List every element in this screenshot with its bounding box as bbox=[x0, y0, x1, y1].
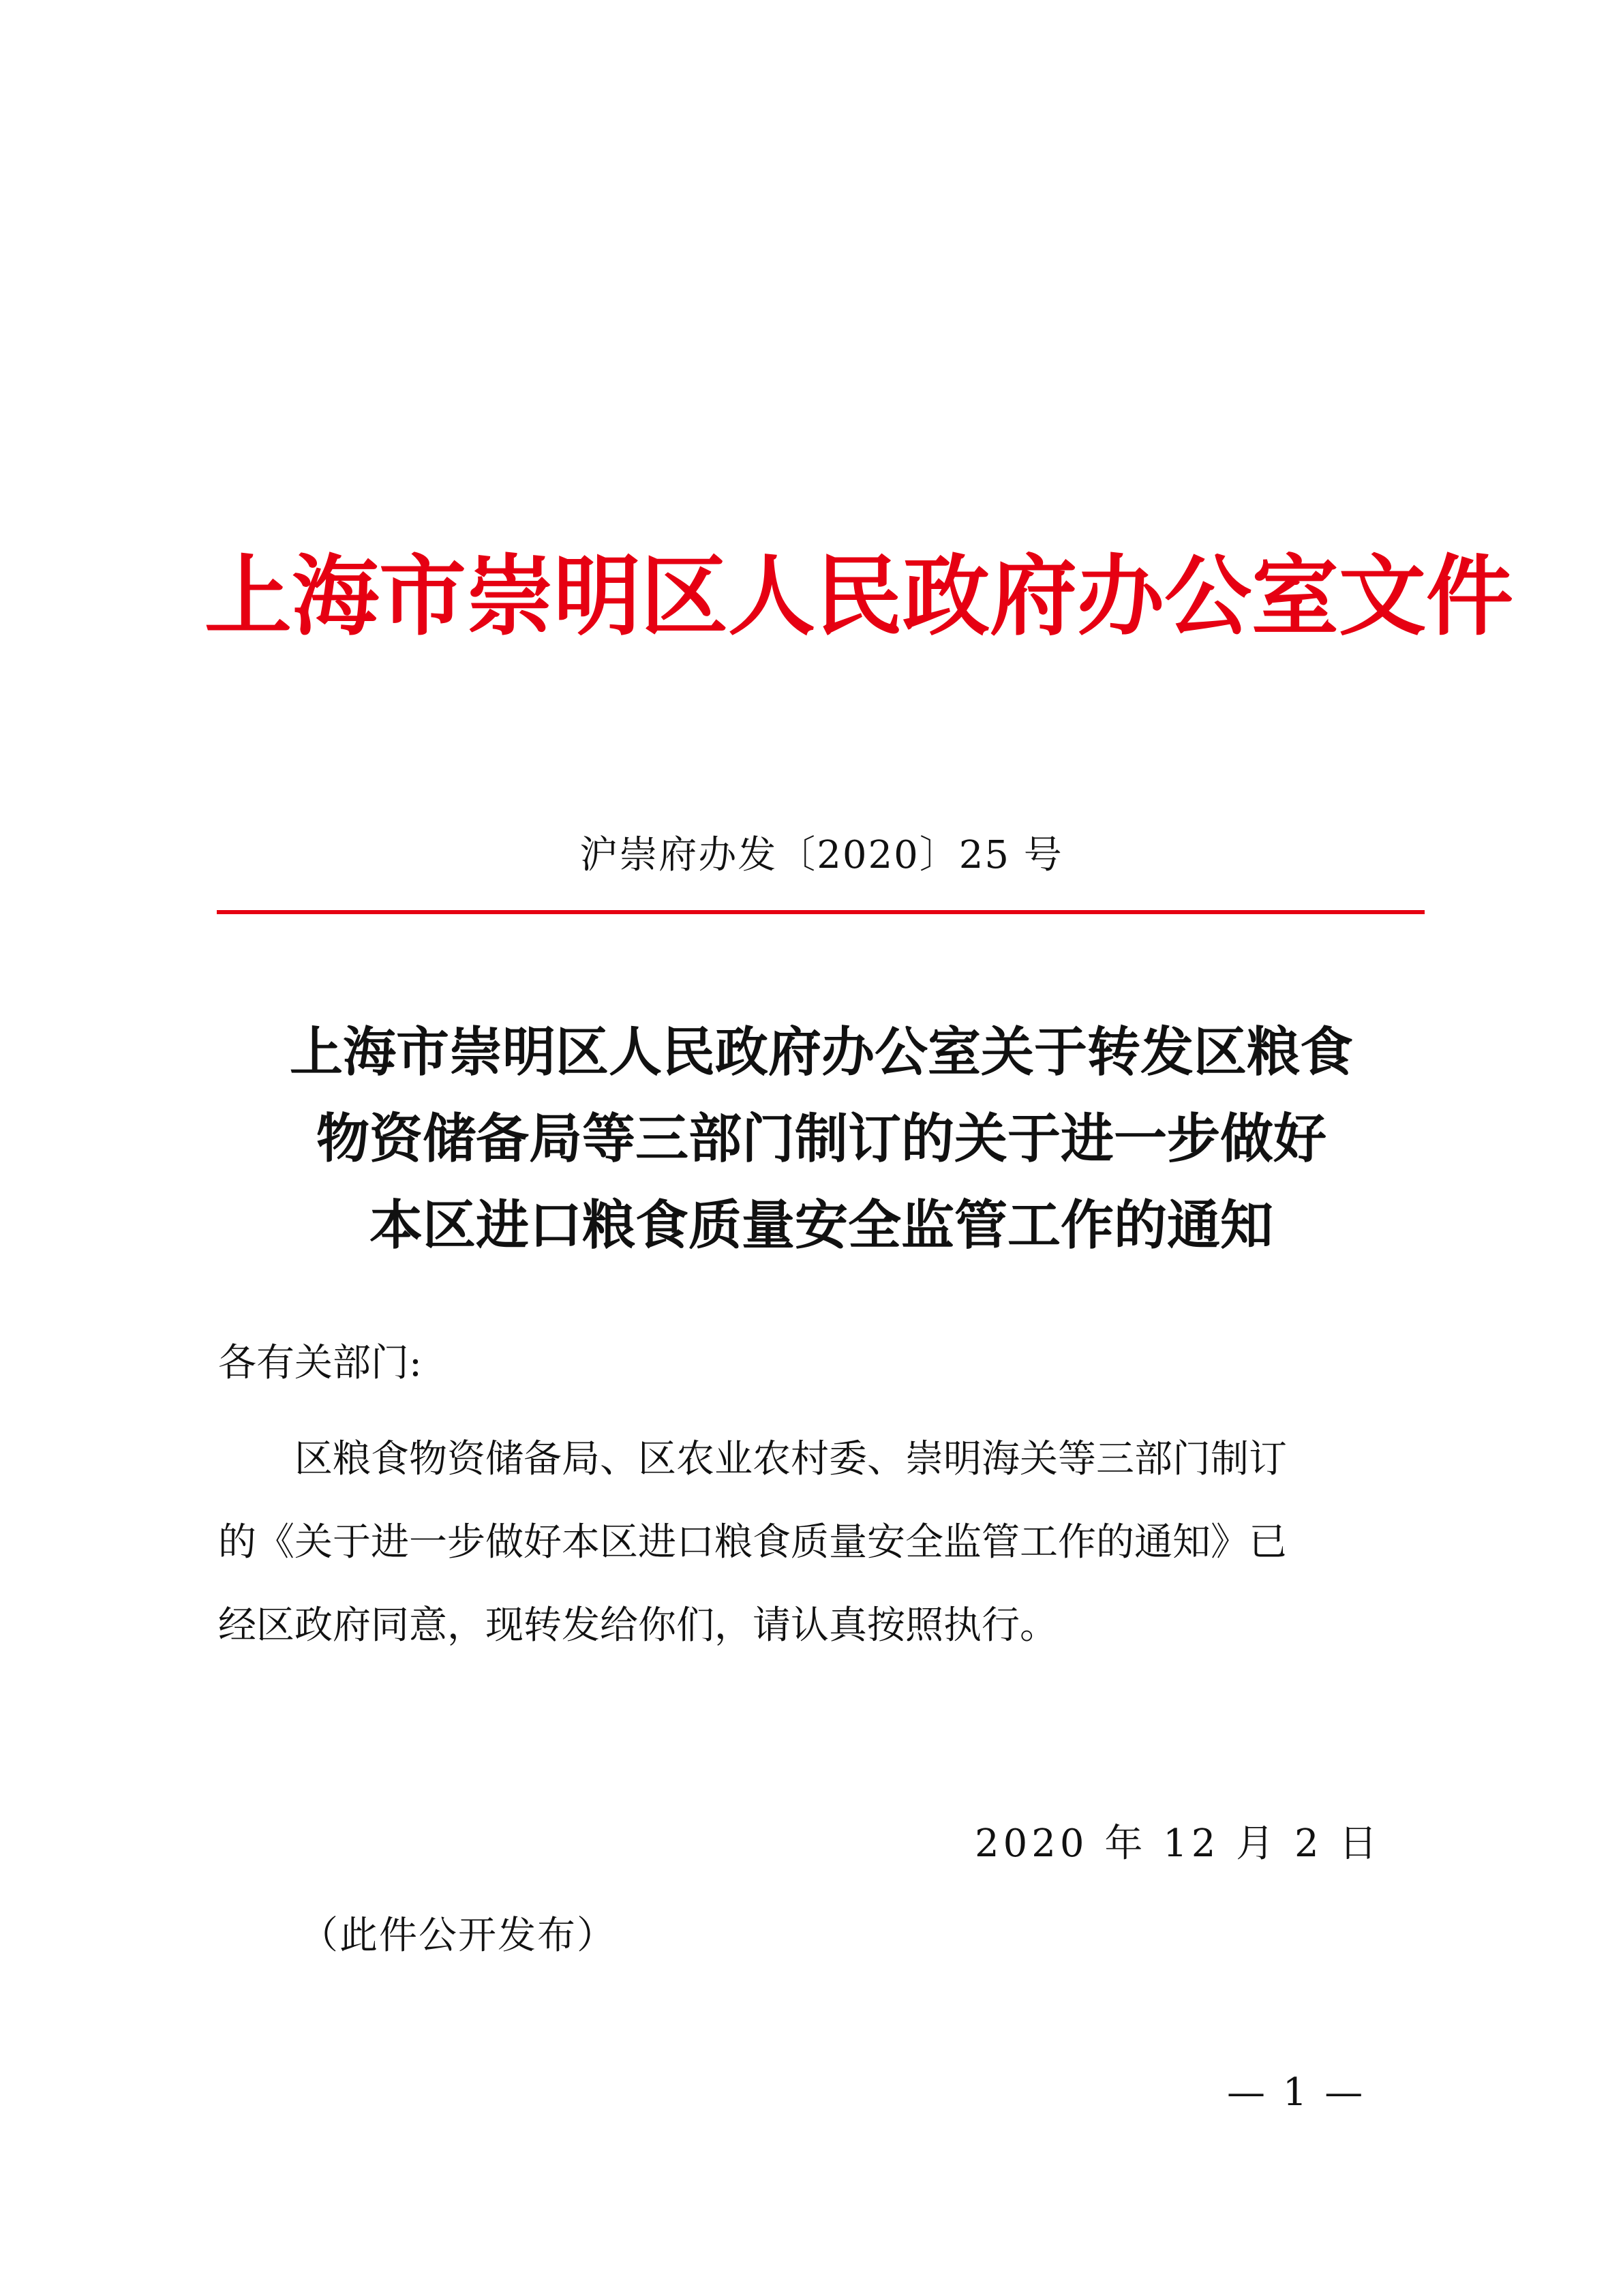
page-number: — 1 — bbox=[1227, 2070, 1366, 2115]
document-number: 沪崇府办发〔2020〕25 号 bbox=[579, 833, 1063, 877]
body-line: 经区政府同意，现转发给你们，请认真按照执行。 bbox=[218, 1603, 1058, 1648]
body-line: 区粮食物资储备局、区农业农村委、崇明海关等三部门制订 bbox=[218, 1437, 1287, 1481]
addressee: 各有关部门: bbox=[218, 1341, 422, 1385]
notice-title-line: 物资储备局等三部门制订的关于进一步做好 bbox=[316, 1108, 1326, 1170]
red-divider-line bbox=[217, 910, 1425, 914]
notice-title bbox=[204, 1009, 1438, 1269]
body-line: 的《关于进一步做好本区进口粮食质量安全监管工作的通知》已 bbox=[218, 1520, 1287, 1565]
issue-date: 2020 年 12 月 2 日 bbox=[975, 1822, 1382, 1866]
publish-note: （此件公开发布） bbox=[300, 1914, 616, 1958]
notice-title-line: 本区进口粮食质量安全监管工作的通知 bbox=[369, 1194, 1273, 1256]
notice-title-line: 上海市崇明区人民政府办公室关于转发区粮食 bbox=[289, 1021, 1353, 1083]
issuer-header-title: 上海市崇明区人民政府办公室文件 bbox=[204, 545, 1514, 648]
body-paragraph bbox=[218, 1418, 1431, 1667]
